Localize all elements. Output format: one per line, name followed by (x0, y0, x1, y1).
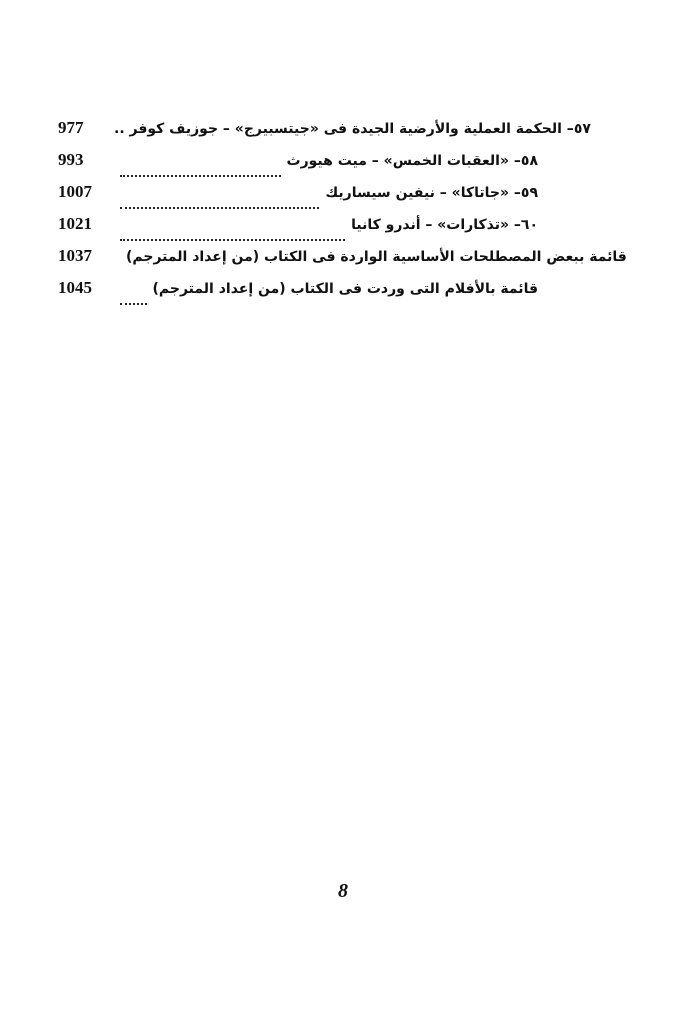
toc-entry-title: ٥٨– «العقبات الخمس» – ميت هيورث (286, 153, 538, 169)
toc-entry-60 (58, 214, 538, 246)
dot-leader (120, 303, 147, 305)
toc-page-number: 993 (58, 150, 84, 169)
toc-entry-film-list (58, 278, 538, 310)
toc-entry-59 (58, 182, 538, 214)
toc-entry-title: ٦٠– «تذكارات» – أندرو كانيا (351, 217, 538, 233)
toc-entry-title: ٥٧– الحكمة العملية والأرضية الجيدة فى «جيتسبيرج» – جوزيف كوفر .. (114, 121, 591, 137)
toc-entry-title: قائمة بالأفلام التى وردت فى الكتاب (من إعداد المترجم) (152, 281, 538, 297)
dot-leader (120, 239, 345, 241)
toc-page-number: 1021 (58, 214, 92, 233)
toc-entry-title: قائمة ببعض المصطلحات الأساسية الواردة فى الكتاب (من إعداد المترجم) (126, 249, 627, 265)
dot-leader (120, 207, 319, 209)
toc-page-number: 1037 (58, 246, 92, 265)
toc-entry-glossary (58, 246, 627, 278)
toc-entry-58 (58, 150, 538, 182)
toc-entry-57 (58, 118, 591, 150)
dot-leader (120, 175, 281, 177)
page-number: 8 (338, 880, 348, 902)
toc-page-number: 1045 (58, 278, 92, 297)
table-of-contents (58, 118, 627, 310)
toc-page-number: 977 (58, 118, 84, 137)
toc-page-number: 1007 (58, 182, 92, 201)
toc-entry-title: ٥٩– «جاتاكا» – نيفين سيساريك (325, 185, 538, 201)
